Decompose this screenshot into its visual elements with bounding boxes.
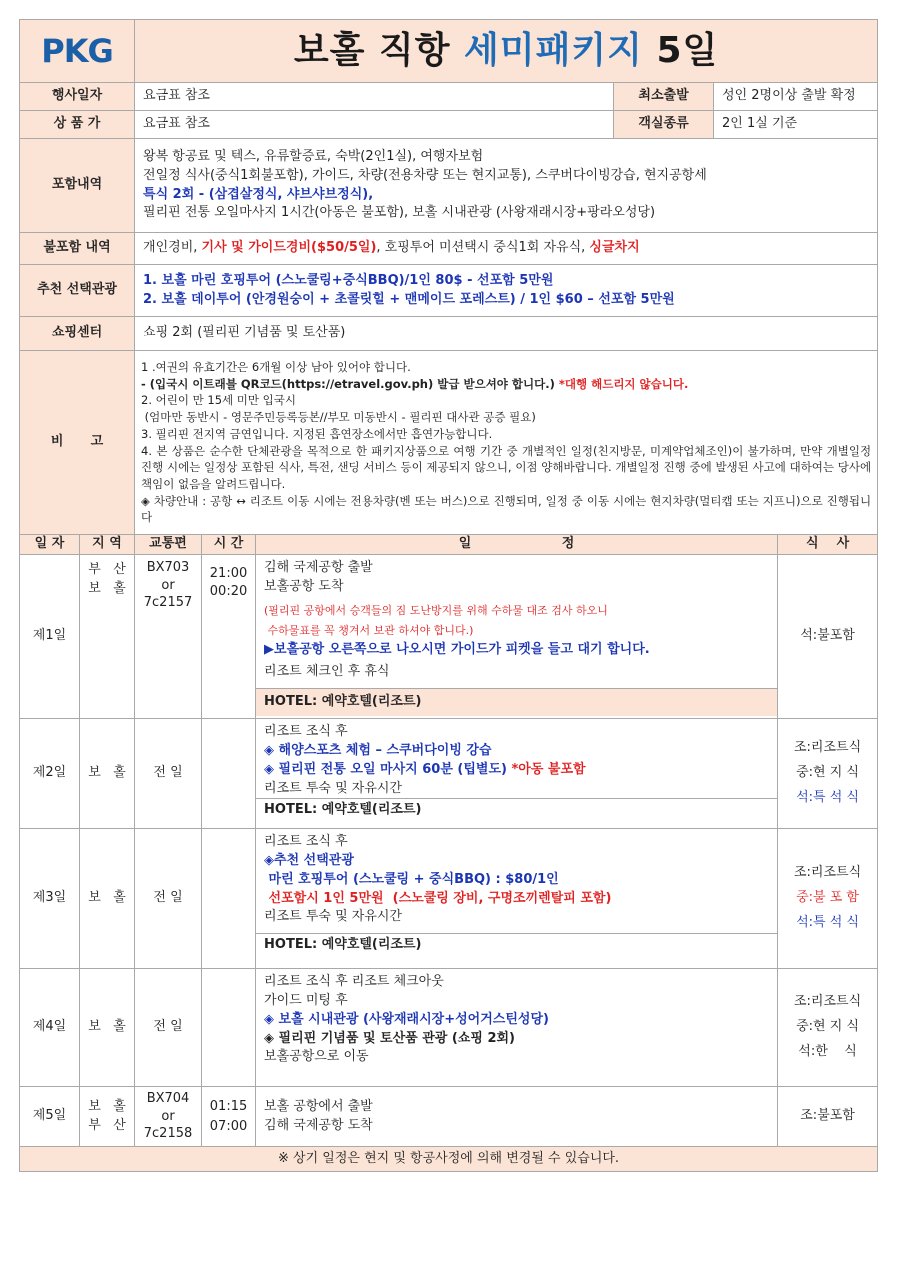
itinerary-line: 리조트 투숙 및 자유시간 bbox=[264, 909, 402, 925]
hotel-info: HOTEL: 예약호텔(리조트) bbox=[256, 798, 777, 822]
itinerary-line: 리조트 체크인 후 휴식 bbox=[264, 664, 390, 680]
time-cell: 01:15 07:00 bbox=[202, 1087, 256, 1147]
transport-cell: 전 일 bbox=[135, 719, 202, 829]
note-line: - (입국시 이트래블 QR코드(https://etravel.gov.ph) 발급 받으셔야 합니다.) *대행 해드리지 않습니다. bbox=[141, 376, 689, 391]
itinerary-cell bbox=[256, 829, 778, 969]
optional-tours-content bbox=[135, 265, 878, 317]
room-type-value: 2인 1실 기준 bbox=[714, 111, 878, 139]
date-label: 행사일자 bbox=[20, 83, 135, 111]
itinerary-guide-note: ▶보홀공항 오른쪽으로 나오시면 가이드가 피켓을 들고 대기 합니다. bbox=[264, 641, 650, 657]
time-cell bbox=[202, 829, 256, 969]
included-line: 전일정 식사(중식1회불포함), 가이드, 차량(전용차량 또는 현지교통), 스쿠버다이빙강습, 현지공항세 bbox=[143, 167, 707, 183]
itinerary-line: ◈ 필리핀 기념품 및 토산품 관광 (쇼핑 2회) bbox=[264, 1030, 515, 1046]
day-label: 제3일 bbox=[20, 829, 80, 969]
region-cell: 보 홀 bbox=[80, 829, 135, 969]
transport-cell: BX704 or 7c2158 bbox=[135, 1087, 202, 1147]
date-value: 요금표 참조 bbox=[135, 83, 614, 111]
min-departure-label: 최소출발 bbox=[614, 83, 714, 111]
itinerary-line: 보홀 공항에서 출발 bbox=[264, 1098, 373, 1114]
shopping-label: 쇼핑센터 bbox=[20, 317, 135, 351]
day-label: 제1일 bbox=[20, 555, 80, 719]
itinerary-line: 김해 국제공항 도착 bbox=[264, 1117, 373, 1133]
itinerary-sheet bbox=[19, 19, 877, 1172]
transport-cell: 전 일 bbox=[135, 969, 202, 1087]
col-header-meals: 식 사 bbox=[778, 535, 878, 555]
col-header-region: 지 역 bbox=[80, 535, 135, 555]
itinerary-cell bbox=[256, 719, 778, 829]
notes-label: 비 고 bbox=[20, 351, 135, 535]
region-cell: 부 산 보 홀 bbox=[80, 555, 135, 719]
col-header-day: 일 자 bbox=[20, 535, 80, 555]
itinerary-line: ◈ 필리핀 전통 오일 마사지 60분 (팁별도) *아동 불포함 bbox=[264, 761, 586, 777]
itinerary-line: 마린 호핑투어 (스노쿨링 + 중식BBQ) : $80/1인 bbox=[264, 871, 559, 887]
region-cell: 보 홀 bbox=[80, 969, 135, 1087]
col-header-itinerary: 일 정 bbox=[256, 535, 778, 555]
note-line: (엄마만 동반시 - 영문주민등록등본//부모 미동반시 - 필리핀 대사관 공증 필요) bbox=[141, 410, 536, 425]
note-line: 1 .여권의 유효기간은 6개월 이상 남아 있어야 합니다. bbox=[141, 360, 411, 375]
itinerary-warning: 수하물표를 꼭 챙겨서 보관 하셔야 합니다.) bbox=[264, 623, 474, 637]
excluded-label: 불포함 내역 bbox=[20, 233, 135, 265]
room-type-label: 객실종류 bbox=[614, 111, 714, 139]
shopping-value: 쇼핑 2회 (필리핀 기념품 및 토산품) bbox=[135, 317, 878, 351]
itinerary-line: 가이드 미팅 후 bbox=[264, 992, 348, 1008]
brand-logo: PKG bbox=[20, 20, 135, 83]
price-value: 요금표 참조 bbox=[135, 111, 614, 139]
notes-content bbox=[135, 351, 878, 535]
meals-cell: 조:불포함 bbox=[778, 1087, 878, 1147]
day-label: 제5일 bbox=[20, 1087, 80, 1147]
note-line: 4. 본 상품은 순수한 단체관광을 목적으로 한 패키지상품으로 여행 기간 중 개별적인 일정(친지방문, 미계약업체조인)이 불가하며, 만약 개별일정 진행 시에는 일정상 포함된 식사, 특전, 샌딩 서비스 등이 제공되지 않으니, 이점 양해바랍니다. 개별일정 진행 중에 발생된 사고에 대하여는 당사에 책임이 없음을 알려드립니다. bbox=[141, 443, 872, 491]
itinerary-table bbox=[19, 19, 878, 1172]
time-cell: 21:00 00:20 bbox=[202, 555, 256, 719]
included-special-meal: 특식 2회 - (삼겹살정식, 샤브샤브정식), bbox=[143, 186, 374, 202]
itinerary-warning: (필리핀 공항에서 승객들의 짐 도난방지를 위해 수하물 대조 검사 하오니 bbox=[264, 603, 608, 617]
col-header-transport: 교통편 bbox=[135, 535, 202, 555]
meals-cell: 조:리조트식 중:현 지 식 석:한 식 bbox=[778, 969, 878, 1087]
included-line: 필리핀 전통 오일마사지 1시간(아동은 불포함), 보홀 시내관광 (사왕재래시장+팡라오성당) bbox=[143, 205, 656, 221]
transport-cell: 전 일 bbox=[135, 829, 202, 969]
meals-cell: 조:리조트식 중:현 지 식 석:특 석 식 bbox=[778, 719, 878, 829]
note-line: ◈ 차량안내 : 공항 ↔ 리조트 이동 시에는 전용차량(벤 또는 버스)으로 진행되며, 일정 중 이동 시에는 현지차량(멀티캡 또는 지프니)으로 진행됩니다 bbox=[141, 493, 872, 525]
itinerary-line: ◈ 해양스포츠 체험 – 스쿠버다이빙 강습 bbox=[264, 742, 492, 758]
day-label: 제2일 bbox=[20, 719, 80, 829]
footer-note: ※ 상기 일정은 현지 및 항공사정에 의해 변경될 수 있습니다. bbox=[20, 1147, 878, 1172]
included-label: 포함내역 bbox=[20, 139, 135, 233]
excluded-content: 개인경비, 기사 및 가이드경비($50/5일), 호핑투어 미션택시 중식1회 자유식, 싱글차지 bbox=[135, 233, 878, 265]
itinerary-line: 보홀공항 도착 bbox=[264, 578, 344, 594]
itinerary-line: 선포함시 1인 5만원 (스노쿨링 장비, 구명조끼렌탈피 포함) bbox=[264, 890, 612, 906]
included-line: 왕복 항공료 및 텍스, 유류할증료, 숙박(2인1실), 여행자보험 bbox=[143, 148, 484, 164]
note-line: 3. 필리핀 전지역 금연입니다. 지정된 흡연장소에서만 흡연가능합니다. bbox=[141, 426, 493, 441]
itinerary-line: 김해 국제공항 출발 bbox=[264, 560, 373, 575]
min-departure-value: 성인 2명이상 출발 확정 bbox=[714, 83, 878, 111]
itinerary-line: ◈ 보홀 시내관광 (사왕재래시장+성어거스틴성당) bbox=[264, 1011, 549, 1027]
region-cell: 보 홀 부 산 bbox=[80, 1087, 135, 1147]
meals-cell: 조:리조트식 중:불 포 함 석:특 석 식 bbox=[778, 829, 878, 969]
itinerary-line: 리조트 조식 후 bbox=[264, 724, 348, 739]
col-header-time: 시 간 bbox=[202, 535, 256, 555]
hotel-info: HOTEL: 예약호텔(리조트) bbox=[256, 933, 777, 957]
itinerary-line: ◈추천 선택관광 bbox=[264, 852, 354, 868]
optional-tour-item: 2. 보홀 데이투어 (안경원숭이 + 초콜릿힐 + 맨메이드 포레스트) / 1인 $60 – 선포함 5만원 bbox=[143, 291, 675, 307]
itinerary-line: 리조트 조식 후 리조트 체크아웃 bbox=[264, 974, 444, 989]
hotel-info: HOTEL: 예약호텔(리조트) bbox=[256, 688, 777, 716]
itinerary-cell bbox=[256, 555, 778, 719]
note-line: 2. 어린이 만 15세 미만 입국시 bbox=[141, 393, 296, 408]
itinerary-line: 리조트 조식 후 bbox=[264, 834, 348, 849]
price-label: 상 품 가 bbox=[20, 111, 135, 139]
transport-cell: BX703 or 7c2157 bbox=[135, 555, 202, 719]
included-content bbox=[135, 139, 878, 233]
itinerary-cell bbox=[256, 969, 778, 1087]
meals-cell: 석:불포함 bbox=[778, 555, 878, 719]
time-cell bbox=[202, 719, 256, 829]
itinerary-cell bbox=[256, 1087, 778, 1147]
page-title: 보홀 직항 세미패키지 5일 bbox=[135, 20, 878, 83]
itinerary-line: 리조트 투숙 및 자유시간 bbox=[264, 780, 402, 796]
optional-tours-label: 추천 선택관광 bbox=[20, 265, 135, 317]
itinerary-line: 보홀공항으로 이동 bbox=[264, 1049, 369, 1065]
optional-tour-item: 1. 보홀 마린 호핑투어 (스노쿨링+중식BBQ)/1인 80$ - 선포함 5만원 bbox=[143, 272, 554, 288]
region-cell: 보 홀 bbox=[80, 719, 135, 829]
time-cell bbox=[202, 969, 256, 1087]
day-label: 제4일 bbox=[20, 969, 80, 1087]
